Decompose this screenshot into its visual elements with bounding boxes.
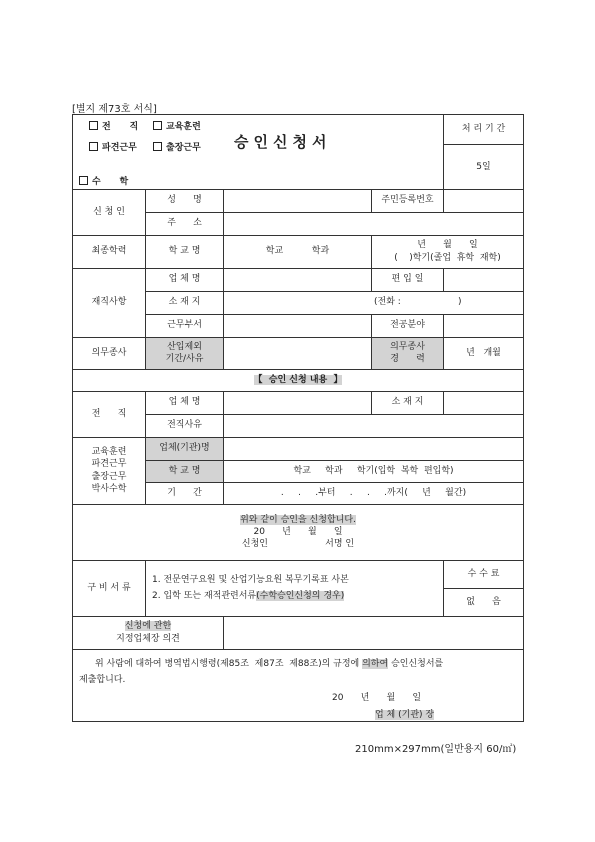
department-label: 근무부서 [146, 314, 224, 337]
education-section-label: 최종학력 [73, 235, 146, 268]
duty-career-line2: 경 력 [390, 354, 425, 364]
option-business-trip-label: 출장근무 [166, 143, 201, 153]
option-training-label: 교육훈련 [166, 122, 201, 132]
signer-label: 업 체 (기관) 장 [375, 709, 435, 720]
excluded-period-field[interactable] [224, 337, 372, 369]
option-dispatch[interactable] [89, 142, 137, 154]
join-date-label: 편 입 일 [372, 268, 444, 291]
checkbox-icon[interactable] [89, 142, 98, 151]
transfer-location-field[interactable] [444, 391, 524, 414]
dispatch-line: 파견근무 [91, 459, 127, 470]
specialty-label: 전공분야 [372, 314, 444, 337]
duty-section-label: 의무종사 [73, 337, 146, 369]
education-date: 년 월 일 [417, 240, 478, 251]
rrn-field[interactable] [444, 189, 524, 212]
applicant-signature[interactable]: 신청인 서명 인 [241, 539, 355, 550]
school-name-label: 학 교 명 [146, 235, 224, 268]
department-field[interactable] [224, 314, 372, 337]
opinion-line1: 신청에 관한 [124, 621, 172, 632]
approval-request-form [72, 114, 524, 722]
opinion-line2: 지정업체장 의견 [116, 633, 180, 644]
transfer-reason-label: 전직사유 [146, 414, 224, 437]
submission-cell [73, 649, 524, 722]
fee-label: 수 수 료 [444, 560, 524, 588]
fee-value: 없 음 [444, 588, 524, 616]
phone-field[interactable]: (전화 : ) [224, 291, 524, 314]
institution-name-field[interactable] [224, 437, 524, 460]
address-field[interactable] [224, 212, 524, 235]
submission-text-line2: 제출합니다. [79, 674, 126, 685]
excluded-period-line2: 기간/사유 [165, 354, 204, 364]
education-grade: ( )학기(졸업 휴학 재학) [394, 252, 501, 263]
option-transfer[interactable] [89, 121, 138, 133]
applicant-section-label: 신 청 인 [73, 189, 146, 235]
duty-career-value[interactable]: 년 개월 [444, 337, 524, 369]
training-school-label: 학 교 명 [146, 460, 224, 482]
document-item-2: 2. 입학 또는 재적관련서류(수학승인신청의 경우) [152, 590, 345, 601]
address-label: 주 소 [146, 212, 224, 235]
processing-period-value: 5일 [444, 145, 524, 190]
declaration-date: 20 년 월 일 [253, 526, 343, 537]
transfer-location-label: 소 재 지 [372, 391, 444, 414]
paper-size-note: 210mm×297mm(일반용지 60/㎡) [355, 744, 517, 755]
option-business-trip[interactable] [153, 142, 201, 154]
request-header-text: 【 승인 신청 내용 】 [253, 374, 343, 385]
school-name-value[interactable]: 학교 학과 [224, 235, 372, 268]
document-item-1: 1. 전문연구요원 및 산업기능요원 복무기록표 사본 [152, 575, 349, 586]
training-school-value[interactable]: 학교 학과 학기(입학 복학 편입학) [224, 460, 524, 482]
form-title: 승인신청서 [234, 133, 332, 151]
employer-name-label: 업 체 명 [146, 268, 224, 291]
period-value[interactable]: . . .부터 . . .까지( 년 월간) [224, 482, 524, 504]
request-section-header [73, 369, 524, 391]
excluded-period-line1: 산입제외 [167, 341, 202, 352]
submission-text: 위 사람에 대하여 병역법시행령(제85조 제87조 제88조)의 규정에 의하여 승인신청서를 [95, 658, 444, 669]
name-label: 성 명 [146, 189, 224, 212]
checkbox-icon[interactable] [89, 121, 98, 130]
processing-period-label: 처 리 기 간 [444, 115, 524, 145]
form-number-label: [별지 제73호 서식] [72, 104, 157, 115]
employer-name-field[interactable] [224, 268, 372, 291]
declaration-text: 위와 같이 승인을 신청합니다. [240, 514, 356, 525]
rrn-label: 주민등록번호 [372, 189, 444, 212]
option-dispatch-label: 파견근무 [102, 143, 137, 153]
business-trip-line: 출장근무 [91, 471, 127, 482]
specialty-field[interactable] [444, 314, 524, 337]
location-label: 소 재 지 [146, 291, 224, 314]
institution-name-label: 업체(기관)명 [146, 437, 224, 460]
opinion-field[interactable] [224, 616, 524, 649]
excluded-period-label [146, 337, 224, 369]
join-date-field[interactable] [444, 268, 524, 291]
checkbox-icon[interactable] [153, 121, 162, 130]
option-training[interactable] [153, 121, 201, 133]
submission-highlight: 의하여 [362, 658, 389, 669]
signer-line[interactable] [79, 709, 521, 721]
checkbox-icon[interactable] [79, 176, 88, 185]
document-item-2-note: (수학승인신청의 경우) [256, 590, 345, 601]
submission-date: 20 년 월 일 [332, 692, 422, 703]
education-date-cell[interactable] [372, 235, 524, 268]
name-field[interactable] [224, 189, 372, 212]
option-study[interactable] [73, 175, 444, 189]
period-label: 기 간 [146, 482, 224, 504]
training-line: 교육훈련 [91, 447, 127, 458]
employment-section-label: 재직사항 [73, 268, 146, 337]
documents-label: 구 비 서 류 [73, 560, 146, 616]
option-study-label: 수 학 [92, 176, 129, 187]
declaration-cell [73, 504, 524, 560]
documents-list [146, 560, 444, 616]
duty-career-label [372, 337, 444, 369]
transfer-company-field[interactable] [224, 391, 372, 414]
duty-career-line1: 의무종사 [390, 341, 425, 352]
opinion-label [73, 616, 224, 649]
transfer-reason-field[interactable] [224, 414, 524, 437]
checkbox-icon[interactable] [153, 142, 162, 151]
option-transfer-label: 전 직 [102, 122, 139, 132]
transfer-section-label: 전 직 [73, 391, 146, 437]
training-section-label [73, 437, 146, 504]
transfer-company-label: 업 체 명 [146, 391, 224, 414]
header-options-cell [73, 115, 444, 176]
doctoral-study-line: 박사수학 [91, 483, 127, 494]
